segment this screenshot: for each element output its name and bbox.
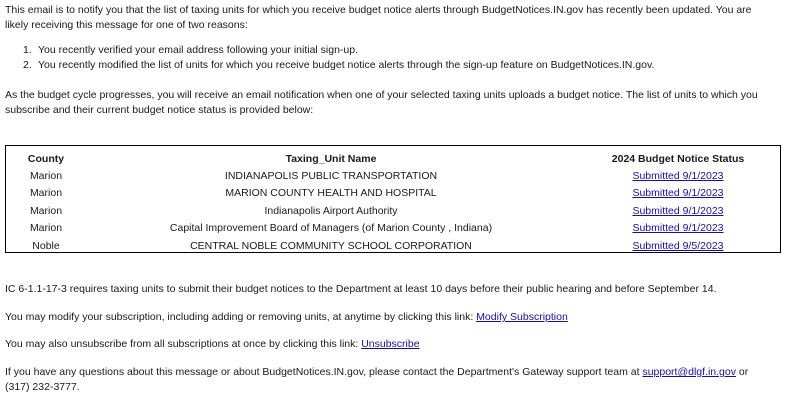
table-row xyxy=(6,220,780,238)
progress-paragraph xyxy=(5,88,781,118)
progress-line-2: subscribe and their current budget notice status is provided below: xyxy=(5,104,314,116)
status-link[interactable]: Submitted 9/1/2023 xyxy=(632,222,724,235)
reasons-list xyxy=(0,43,654,73)
table-header-row xyxy=(6,150,780,167)
list-number: 2. xyxy=(23,59,32,71)
list-item xyxy=(23,43,654,58)
list-text: You recently verified your email address following your initial sign-up. xyxy=(38,44,359,56)
contact-text: If you have any questions about this message or about BudgetNotices.IN.gov, please contact the Department's Gateway support team at xyxy=(5,366,643,378)
status-link[interactable]: Submitted 9/1/2023 xyxy=(632,169,724,182)
list-item xyxy=(23,58,655,73)
list-text: You recently modified the list of units for which you receive budget notice alerts through the sign-up feature on BudgetNotices.IN.gov. xyxy=(38,59,655,71)
cell-county: Marion xyxy=(29,204,63,217)
intro-line-1: This email is to notify you that the list of taxing units for which you receive budget notice alerts through BudgetNotices.IN.gov has recently been updated. You are xyxy=(5,4,752,16)
unsubscribe-text: You may also unsubscribe from all subscriptions at once by clicking this link: xyxy=(5,338,362,350)
status-link[interactable]: Submitted 9/1/2023 xyxy=(632,204,724,217)
cell-unit: Capital Improvement Board of Managers (of Marion County , Indiana) xyxy=(169,222,493,235)
header-county: County xyxy=(27,152,65,165)
cell-unit: CENTRAL NOBLE COMMUNITY SCHOOL CORPORATION xyxy=(190,239,472,252)
table-row xyxy=(6,237,780,255)
subscription-table-frame xyxy=(5,145,781,253)
unsubscribe-link[interactable]: Unsubscribe xyxy=(361,338,420,350)
subscription-table xyxy=(6,150,780,255)
table-row xyxy=(6,202,780,220)
table-row xyxy=(6,185,780,203)
cell-unit: INDIANAPOLIS PUBLIC TRANSPORTATION xyxy=(224,169,438,182)
intro-line-2: likely receiving this message for one of two reasons: xyxy=(5,19,248,31)
contact-tail: or xyxy=(735,366,749,378)
status-link[interactable]: Submitted 9/5/2023 xyxy=(632,239,724,252)
cell-county: Marion xyxy=(29,169,63,182)
modify-subscription-link[interactable]: Modify Subscription xyxy=(476,311,568,323)
modify-text: You may modify your subscription, including adding or removing units, at anytime by clicking this link: xyxy=(5,311,477,323)
intro-paragraph xyxy=(5,3,781,33)
header-unit-name: Taxing_Unit Name xyxy=(285,152,377,165)
cell-county: Marion xyxy=(29,187,63,200)
cell-county: Marion xyxy=(29,222,63,235)
contact-paragraph xyxy=(5,365,781,395)
support-phone: (317) 232-3777. xyxy=(5,381,80,393)
statute-paragraph: IC 6-1.1-17-3 requires taxing units to submit their budget notices to the Department at least 10 days before their public hearing and before September 14. xyxy=(5,283,717,295)
cell-county: Noble xyxy=(32,239,60,252)
status-link[interactable]: Submitted 9/1/2023 xyxy=(632,187,724,200)
unsubscribe-paragraph xyxy=(5,337,781,352)
modify-paragraph xyxy=(5,310,781,325)
cell-unit: Indianapolis Airport Authority xyxy=(264,204,398,217)
cell-unit: MARION COUNTY HEALTH AND HOSPITAL xyxy=(225,187,437,200)
progress-line-1: As the budget cycle progresses, you will receive an email notification when one of your selected taxing units uploads a budget notice. The list of units to which you xyxy=(5,89,758,101)
list-number: 1. xyxy=(23,44,32,56)
table-row xyxy=(6,167,780,185)
header-status: 2024 Budget Notice Status xyxy=(611,152,745,165)
support-email-link[interactable]: support@dlgf.in.gov xyxy=(642,366,736,378)
